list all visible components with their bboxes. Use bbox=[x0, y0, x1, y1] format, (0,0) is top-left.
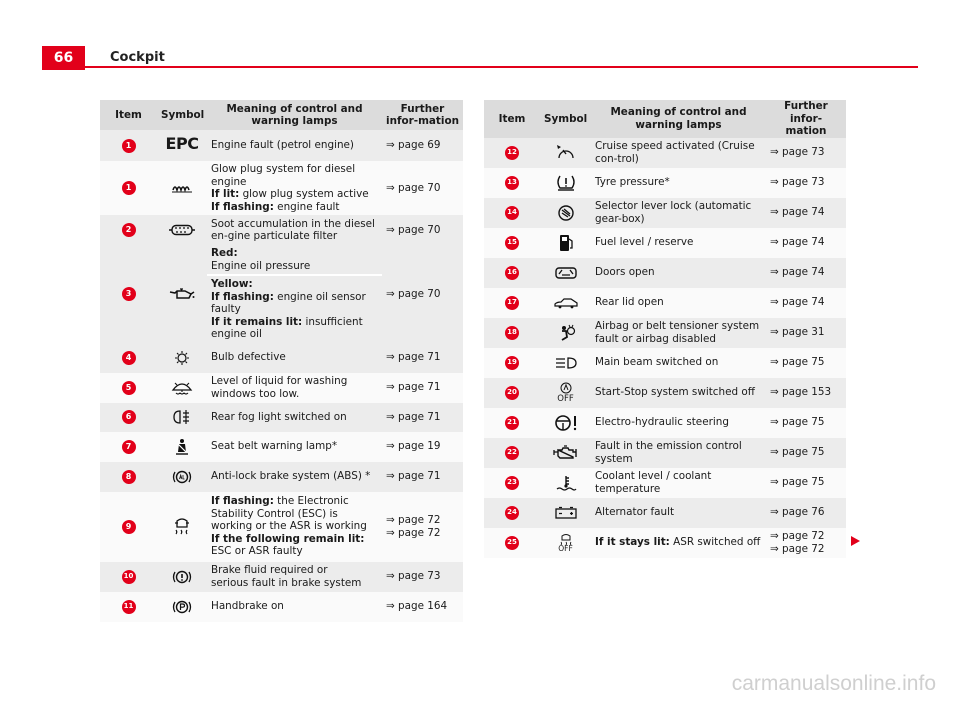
page-reference: ⇒ page 73 bbox=[766, 168, 846, 198]
meaning-text: Doors open bbox=[591, 258, 766, 288]
item-number-badge: 6 bbox=[122, 410, 136, 424]
table-row bbox=[484, 318, 846, 348]
page-reference: ⇒ page 75 bbox=[766, 468, 846, 498]
engine-emission-icon bbox=[553, 445, 579, 461]
page-reference: ⇒ page 72 ⇒ page 72 bbox=[382, 492, 463, 562]
handbrake-icon bbox=[171, 599, 193, 615]
item-number-badge: 11 bbox=[122, 600, 136, 614]
meaning-text: Cruise speed activated (Cruise con-trol) bbox=[591, 138, 766, 168]
page-reference: ⇒ page 71 bbox=[382, 462, 463, 492]
table-row bbox=[484, 438, 846, 468]
table-row bbox=[100, 373, 463, 403]
header-symbol: Symbol bbox=[540, 100, 591, 138]
continue-arrow-icon bbox=[851, 536, 860, 546]
page-reference: ⇒ page 73 bbox=[766, 138, 846, 168]
item-number-badge: 8 bbox=[122, 470, 136, 484]
page-reference: ⇒ page 75 bbox=[766, 408, 846, 438]
brake-warning-icon bbox=[171, 569, 193, 585]
table-row bbox=[484, 408, 846, 438]
item-number-badge: 20 bbox=[505, 386, 519, 400]
table-row bbox=[100, 492, 463, 562]
meaning-text: Yellow: If flashing: engine oil sensor faulty If it remains lit: insufficient engine oil bbox=[207, 275, 382, 343]
page-reference: ⇒ page 69 bbox=[382, 130, 463, 161]
meaning-text: Fuel level / reserve bbox=[591, 228, 766, 258]
page-reference: ⇒ page 164 bbox=[382, 592, 463, 622]
meaning-text: Tyre pressure* bbox=[591, 168, 766, 198]
header-info: Further infor-mation bbox=[766, 100, 846, 138]
page-reference: ⇒ page 19 bbox=[382, 432, 463, 462]
meaning-text: Engine fault (petrol engine) bbox=[207, 130, 382, 161]
meaning-text: Level of liquid for washing windows too low. bbox=[207, 373, 382, 403]
item-number-badge: 19 bbox=[505, 356, 519, 370]
page-reference: ⇒ page 31 bbox=[766, 318, 846, 348]
item-number-badge: 1 bbox=[122, 139, 136, 153]
meaning-text: If flashing: the Electronic Stability Control (ESC) is working or the ASR is working If the following remain lit: ESC or ASR faulty bbox=[207, 492, 382, 562]
table-row bbox=[484, 498, 846, 528]
steering-icon bbox=[553, 414, 579, 432]
item-number-badge: 24 bbox=[505, 506, 519, 520]
page-reference: ⇒ page 73 bbox=[382, 562, 463, 592]
header-symbol: Symbol bbox=[157, 100, 207, 130]
seat-belt-icon bbox=[174, 438, 190, 456]
table-row bbox=[100, 343, 463, 373]
table-row bbox=[100, 592, 463, 622]
table-row bbox=[484, 228, 846, 258]
item-number-badge: 10 bbox=[122, 570, 136, 584]
item-number-badge: 25 bbox=[505, 536, 519, 550]
page-reference: ⇒ page 71 bbox=[382, 373, 463, 403]
meaning-text: Brake fluid required or serious fault in brake system bbox=[207, 562, 382, 592]
page-reference: ⇒ page 71 bbox=[382, 403, 463, 432]
item-number-badge: 21 bbox=[505, 416, 519, 430]
item-number-badge: 9 bbox=[122, 520, 136, 534]
oil-can-icon bbox=[169, 288, 195, 300]
meaning-text: Start-Stop system switched off bbox=[591, 378, 766, 408]
meaning-text: Coolant level / coolant temperature bbox=[591, 468, 766, 498]
page-reference: ⇒ page 74 bbox=[766, 228, 846, 258]
item-number-badge: 3 bbox=[122, 287, 136, 301]
table-row bbox=[484, 468, 846, 498]
item-number-badge: 4 bbox=[122, 351, 136, 365]
table-row bbox=[100, 432, 463, 462]
table-row bbox=[100, 245, 463, 275]
page-reference: ⇒ page 74 bbox=[766, 258, 846, 288]
item-number-badge: 7 bbox=[122, 440, 136, 454]
table-row bbox=[484, 138, 846, 168]
meaning-text: Glow plug system for diesel engine If lit: glow plug system active If flashing: engine fault bbox=[207, 161, 382, 215]
warning-lamps-table-right bbox=[484, 100, 846, 558]
table-row bbox=[100, 562, 463, 592]
item-number-badge: 16 bbox=[505, 266, 519, 280]
fuel-pump-icon bbox=[558, 233, 574, 253]
item-number-badge: 23 bbox=[505, 476, 519, 490]
meaning-text: Alternator fault bbox=[591, 498, 766, 528]
esc-icon bbox=[173, 517, 191, 537]
header-info: Further infor-mation bbox=[382, 100, 463, 130]
item-number-badge: 14 bbox=[505, 206, 519, 220]
doors-open-icon bbox=[554, 266, 578, 280]
item-number-badge: 22 bbox=[505, 446, 519, 460]
rear-fog-light-icon bbox=[171, 409, 193, 425]
page-reference: ⇒ page 75 bbox=[766, 438, 846, 468]
table-row bbox=[484, 348, 846, 378]
selector-lever-icon bbox=[555, 204, 577, 222]
meaning-text: Anti-lock brake system (ABS) * bbox=[207, 462, 382, 492]
warning-lamps-table-left bbox=[100, 100, 463, 622]
header-meaning: Meaning of control and warning lamps bbox=[591, 100, 766, 138]
item-number-badge: 13 bbox=[505, 176, 519, 190]
washer-fluid-icon bbox=[171, 380, 193, 396]
meaning-text: Seat belt warning lamp* bbox=[207, 432, 382, 462]
coolant-icon bbox=[554, 474, 578, 492]
table-row bbox=[484, 288, 846, 318]
epc-icon: EPC bbox=[165, 134, 199, 154]
glow-plug-icon bbox=[171, 182, 193, 194]
bulb-icon bbox=[173, 350, 191, 366]
header-item: Item bbox=[484, 100, 540, 138]
header-item: Item bbox=[100, 100, 157, 130]
meaning-text: Red: Engine oil pressure bbox=[207, 245, 382, 275]
table-row bbox=[484, 378, 846, 408]
battery-icon bbox=[554, 506, 578, 520]
page-reference: ⇒ page 74 bbox=[766, 288, 846, 318]
item-number-badge: 1 bbox=[122, 181, 136, 195]
rear-lid-icon bbox=[553, 297, 579, 309]
page-reference: ⇒ page 74 bbox=[766, 198, 846, 228]
meaning-text: Fault in the emission control system bbox=[591, 438, 766, 468]
tyre-pressure-icon bbox=[555, 174, 577, 192]
meaning-text: Bulb defective bbox=[207, 343, 382, 373]
page-reference: ⇒ page 70 bbox=[382, 215, 463, 245]
page-reference: ⇒ page 76 bbox=[766, 498, 846, 528]
cruise-control-icon bbox=[555, 145, 577, 161]
meaning-text: Handbrake on bbox=[207, 592, 382, 622]
table-row bbox=[484, 198, 846, 228]
item-number-badge: 5 bbox=[122, 381, 136, 395]
page-reference: ⇒ page 72 ⇒ page 72 bbox=[766, 528, 846, 558]
watermark: carmanualsonline.info bbox=[731, 672, 936, 695]
table-row bbox=[100, 403, 463, 432]
header-rule bbox=[85, 66, 918, 68]
abs-icon bbox=[171, 469, 193, 485]
page-reference: ⇒ page 71 bbox=[382, 343, 463, 373]
table-row bbox=[100, 215, 463, 245]
start-stop-icon bbox=[559, 382, 573, 394]
meaning-text: Soot accumulation in the diesel en-gine particulate filter bbox=[207, 215, 382, 245]
page-reference: ⇒ page 75 bbox=[766, 348, 846, 378]
item-number-badge: 12 bbox=[505, 146, 519, 160]
meaning-text: Rear lid open bbox=[591, 288, 766, 318]
page-reference: ⇒ page 70 bbox=[382, 161, 463, 215]
off-label: OFF bbox=[557, 394, 574, 404]
diesel-particulate-filter-icon bbox=[167, 224, 197, 236]
item-number-badge: 2 bbox=[122, 223, 136, 237]
meaning-text: Electro-hydraulic steering bbox=[591, 408, 766, 438]
page-number: 66 bbox=[42, 46, 85, 70]
meaning-text: Rear fog light switched on bbox=[207, 403, 382, 432]
meaning-text: Selector lever lock (automatic gear-box) bbox=[591, 198, 766, 228]
table-row bbox=[100, 462, 463, 492]
table-row bbox=[100, 161, 463, 215]
header-meaning: Meaning of control and warning lamps bbox=[207, 100, 382, 130]
table-row bbox=[484, 168, 846, 198]
airbag-icon bbox=[555, 324, 577, 342]
table-row bbox=[100, 130, 463, 161]
meaning-text: If it stays lit: ASR switched off bbox=[591, 528, 766, 558]
item-number-badge: 15 bbox=[505, 236, 519, 250]
item-number-badge: 18 bbox=[505, 326, 519, 340]
main-beam-icon bbox=[554, 356, 578, 370]
item-number-badge: 17 bbox=[505, 296, 519, 310]
table-row bbox=[484, 528, 846, 558]
table-row bbox=[484, 258, 846, 288]
off-label: OFF bbox=[558, 544, 573, 553]
page-reference: ⇒ page 153 bbox=[766, 378, 846, 408]
chapter-title: Cockpit bbox=[110, 50, 165, 65]
meaning-text: Airbag or belt tensioner system fault or airbag disabled bbox=[591, 318, 766, 348]
meaning-text: Main beam switched on bbox=[591, 348, 766, 378]
page-reference: ⇒ page 70 bbox=[382, 245, 463, 343]
